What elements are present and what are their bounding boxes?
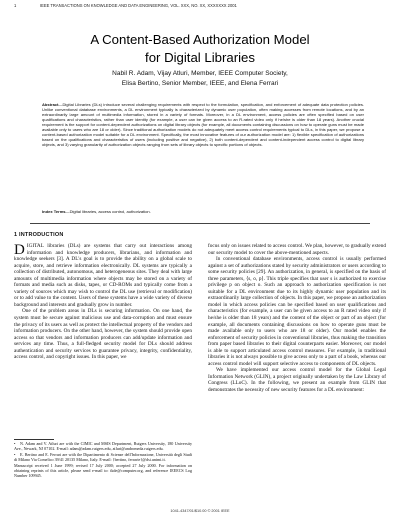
index-terms xyxy=(42,209,364,214)
section-heading: 1 INTRODUCTION xyxy=(14,232,64,238)
right-paragraph-3: We have implemented our access control model for the Global Legal Information Network (GLIN), a project originally undertaken by the Law Library of Congress (LLoC). In the following, we present an example from GLIN that demonstrates the necessity of new security features for a DL environment: xyxy=(208,367,386,394)
index-terms-text: —Digital libraries, access control, authorization. xyxy=(65,209,151,214)
title-line-2: for Digital Libraries xyxy=(145,50,255,65)
right-paragraph-1: focus only on issues related to access control. We plan, however, to gradually extend our security model to cover the above-mentioned aspects. xyxy=(208,243,386,256)
journal-line: IEEE TRANSACTIONS ON KNOWLEDGE AND DATA ENGINEERING, VOL. XXX, NO. XX, XXXXXXX 2001 xyxy=(40,3,237,8)
right-column xyxy=(208,243,386,503)
right-paragraph-2: In conventional database environments, access control is usually performed against a set of authorizations stated by security administrators or users according to some security policies [29]. An authorization, in general, is specified on the basis of three parameters, ⟨s, o, p⟩. This triple specifies that user s is authorized to exercise privilege p on object o. Such an approach to authorization specification is not suitable for a DL environment due to its highly dynamic user population and its extraordinarily large collection of objects. In this paper, we propose an authorization model in which access policies can be specified based on user qualifications and characteristics (for example, a user can be given access to an R rated video only if he/she is older than 18 years) and the content of the object or part of an object (for example, all documents containing discussions on how to operate guns must be made available only to users who are 18 or older). Our model enables the enforcement of security policies in conventional libraries, thus making the transition from paper based libraries to their digital counterparts easier. Moreover, our model is able to support articulated access control measures. For example, in traditional libraries it is not always possible to give access only to a part of a book, whereas our access control model will support selective access to components of DL objects. xyxy=(208,256,386,367)
footnote-bullet-2: • xyxy=(14,452,16,458)
drop-cap: D xyxy=(14,243,25,258)
authors-line-2: Elisa Bertino, Senior Member, IEEE, and Elena Ferrari xyxy=(121,79,279,87)
footnote-1-text: N. Adam and V. Atluri are with the CIMIC and MSIS Department, Rutgers University, 180 University Ave., Newark, NJ 07102. E-mail: adam@adam.rutgers.edu, atluri@andromeda.rutgers.edu. xyxy=(14,441,192,452)
abstract-label: Abstract xyxy=(42,102,59,107)
copyright-footer: 1041-4347/01/$10.00 © 2001 IEEE xyxy=(170,509,230,513)
footnote-2 xyxy=(14,452,192,462)
footnote-divider xyxy=(14,439,54,440)
paper-title xyxy=(0,31,400,67)
authors-line-1: Nabil R. Adam, Vijay Atluri, Member, IEEE Computer Society, xyxy=(112,70,288,77)
abstract-text: —Digital Libraries (DLs) introduce several challenging requirements with respect to the formulation, specification, and enforcement of adequate data protection policies. Unlike conventional database environments, a DL environment typically is characterized by dynamic user population, often making accesses from remote locations, and by an extraordinarily large amount of multimedia information, stored in a variety of formats. Moreover, in a DL environment, access policies are often specified based on user qualifications and characteristics, rather than user identity (for example, a user can be given access to an R-rated video only if he/she is older than 18 years). Another crucial requirement is the support for content-dependent authorizations on digital library objects (for example, all documents containing discussions on how to operate guns must be made available only to users who are 18 or older). Since traditional authorization models do not adequately meet access control requirements typical to DLs, in this paper, we propose a content-based authorization model suitable for a DL environment. Specifically, the most innovative features of our authorization model are: 1) flexible specification of authorizations based on the qualifications and characteristics of users (including positive and negative), 2) both content-dependent and content-independent access control to digital library objects, and 3) varying granularity of authorization objects ranging from sets of library objects to specific portions of objects. xyxy=(42,102,364,148)
title-line-1: A Content-Based Authorization Model xyxy=(90,32,310,47)
author-list xyxy=(0,69,400,88)
footnote-2-text: E. Bertino and E. Ferrari are with the Dipartimento di Scienze dell'Informazione, Università degli Studi di Milano Via Comelico 39/41 20135 Milano, Italy. E-mail: {bertino, ferrarie}@dsi.unimi.it. xyxy=(14,452,192,463)
page-number: 1 xyxy=(14,3,17,8)
index-terms-label: Index Terms xyxy=(42,209,66,214)
footnote-3: Manuscript received 1 June 1999; revised 17 July 2000; accepted 27 July 2000. For information on obtaining reprints of this article, please send e-mail to: tkde@computer.org, and reference IEEECS Log Number 109945. xyxy=(14,463,192,479)
abstract xyxy=(42,102,364,206)
intro-paragraph-1 xyxy=(14,243,192,308)
intro-paragraph-1-text: IGITAL libraries (DLs) are systems that carry out interactions among information and knowledge producers, librarians, and information and knowledge seekers [3]. A DL's goal is to provide the ability on a global scale to acquire, store, and retrieve information electronically. DL systems are typically a collection of distributed, autonomous, and heterogeneous sites. They deal with large amounts of multimedia information where objects may be stored on a variety of formats and media such as disks, tapes, or CD-ROMs and typically come from a variety of sources which may wish to control the DL use (retrieval or modification) or to add value to the content. Users of these systems have a wide variety of diverse background and interests and gradually grow in number. xyxy=(14,243,192,308)
intro-paragraph-2: One of the problem areas in DLs is securing information. On one hand, the system must be secure against malicious use and data-corruption and must ensure the privacy of its users as well as protect the intellectual property of the vendors and information producers. On the other hand, however, the system should provide open access so that vendors and information producers can add/update information and services any time. Thus, a full-fledged security model for DLs should address authentication and security services to guarantee privacy, integrity, confidentiality, access control, and copyright issues. In this paper, we xyxy=(14,308,192,361)
footnote-1 xyxy=(14,441,192,451)
left-column xyxy=(14,243,192,436)
footnote-bullet-1: • xyxy=(14,441,16,446)
running-header xyxy=(14,3,386,11)
footnotes xyxy=(14,441,192,503)
section-divider xyxy=(30,223,370,224)
